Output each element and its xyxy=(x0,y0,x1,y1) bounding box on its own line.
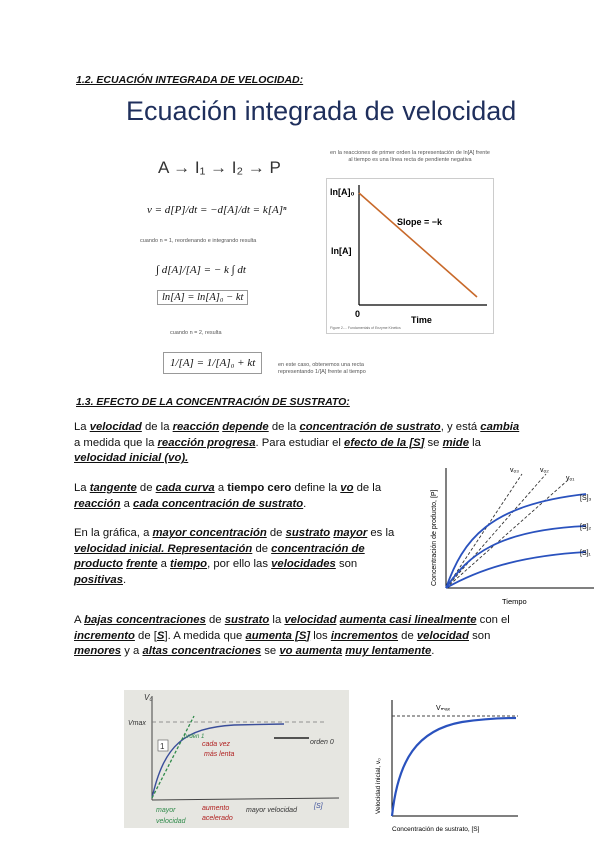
paragraph-3 xyxy=(74,526,404,588)
emphasis-term: frente xyxy=(126,558,158,571)
text-run: . xyxy=(303,497,307,510)
bold-term: tiempo cero xyxy=(227,482,292,494)
text-run: ]. A medida que xyxy=(164,629,246,642)
product-time-svg xyxy=(418,460,596,610)
text-run: de xyxy=(205,614,225,626)
text-run: de xyxy=(266,527,286,539)
text-run: A xyxy=(74,614,85,626)
hw-note-2: más lenta xyxy=(204,751,235,758)
ln-equation: ln[A] = ln[A]₀ − kt xyxy=(157,290,248,305)
section-heading-1: 1.2. ECUACIÓN INTEGRADA DE VELOCIDAD: xyxy=(76,74,304,86)
emphasis-term: reacción xyxy=(74,497,121,510)
section-heading-2: 1.3. EFECTO DE LA CONCENTRACIÓN DE SUSTRATO: xyxy=(76,396,350,408)
handwritten-svg xyxy=(124,690,349,828)
emphasis-term: velocidades xyxy=(271,558,336,571)
paragraph-2 xyxy=(74,481,404,512)
ln-plot-zero: 0 xyxy=(355,309,361,319)
emphasis-term: incremento xyxy=(74,629,135,642)
text-run: se xyxy=(424,436,443,449)
emphasis-term: vo xyxy=(340,482,354,494)
product-time-graph xyxy=(418,460,596,610)
hw-x-axis xyxy=(152,798,339,800)
text-run: de [ xyxy=(134,629,157,642)
emphasis-term: aumenta [S] xyxy=(245,629,311,642)
rate-equation: v = d[P]/dt = −d[A]/dt = k[A]ⁿ xyxy=(147,204,287,216)
hw-note-10: [S] xyxy=(314,803,323,810)
emphasis-term: altas concentraciones xyxy=(142,645,262,658)
text-run: La xyxy=(74,421,90,433)
text-run: se xyxy=(261,645,280,658)
pt-tangent-label-2: vₒ₂ xyxy=(540,467,549,474)
hw-note-1: cada vez xyxy=(202,741,231,748)
text-run: con el xyxy=(476,614,510,626)
emphasis-term: tangente xyxy=(89,482,137,494)
note-n1: cuando n = 1, reordenando e integrando resulta xyxy=(140,238,257,244)
note-n2: cuando n = 2, resulta xyxy=(170,330,222,336)
mm-svg xyxy=(362,690,524,840)
ln-plot-svg xyxy=(327,179,493,333)
hw-note-7: aumento xyxy=(202,805,230,812)
text-run: , por ello las xyxy=(207,558,272,571)
hw-note-6: velocidad xyxy=(156,818,186,825)
reaction-scheme: A → I₁ → I₂ → P xyxy=(158,158,281,177)
pt-curve-label-1: [S]₁ xyxy=(580,550,591,557)
mm-curve xyxy=(392,718,516,816)
second-order-equation: 1/[A] = 1/[A]₀ + kt xyxy=(163,352,262,374)
text-run: son xyxy=(335,558,358,571)
mm-x-label: Concentración de sustrato, [S] xyxy=(392,826,480,833)
emphasis-term: efecto de la [S] xyxy=(344,436,425,449)
hw-tag: 1 xyxy=(160,742,165,751)
hw-vmax: Vmax xyxy=(128,720,146,727)
emphasis-term: aumenta casi linealmente xyxy=(339,614,477,626)
ln-plot-y-mid: ln[A] xyxy=(331,246,352,256)
ln-plot-slope: Slope = −k xyxy=(397,217,443,227)
text-run: define la xyxy=(291,482,341,494)
text-run: y a xyxy=(121,645,143,658)
hw-green-tangent xyxy=(152,716,194,798)
text-run: es la xyxy=(367,527,395,539)
emphasis-term: concentración de sustrato xyxy=(299,421,441,433)
text-run: de la xyxy=(141,421,173,433)
emphasis-term: incrementos xyxy=(330,629,399,642)
pt-y-label: Concentración de producto, [P] xyxy=(431,489,438,586)
emphasis-term: reacción progresa xyxy=(157,436,256,449)
text-run: La xyxy=(74,482,90,494)
emphasis-term: vo aumenta xyxy=(279,645,343,658)
emphasis-term: cambia xyxy=(480,421,520,433)
pt-tangent-2 xyxy=(446,474,546,588)
emphasis-term: concentración de producto xyxy=(74,542,365,571)
emphasis-term: velocidad inicial. Representación xyxy=(74,542,253,555)
text-run: a medida que la xyxy=(74,436,158,449)
hw-note-4: orden 1 xyxy=(184,734,205,740)
hw-v0: V₀ xyxy=(144,693,153,702)
text-run: a xyxy=(157,558,171,571)
emphasis-term: S xyxy=(156,629,165,642)
second-order-note: en este caso, obtenemos una recta representando 1/[A] frente al tiempo xyxy=(278,362,366,375)
hw-note-3: orden 0 xyxy=(310,739,334,746)
emphasis-term: cada concentración de sustrato xyxy=(133,497,304,510)
emphasis-term: mayor xyxy=(333,527,368,539)
text-run: . xyxy=(431,645,435,658)
text-run: . Para estudiar el xyxy=(255,436,345,449)
emphasis-term: muy lentamente xyxy=(345,645,432,658)
hw-curve xyxy=(152,724,284,798)
text-run: de xyxy=(136,482,156,494)
emphasis-term: mayor concentración xyxy=(152,527,267,539)
handwritten-photo xyxy=(124,690,349,828)
paragraph-4 xyxy=(74,613,526,660)
text-run: , y está xyxy=(440,421,481,433)
ln-plot-x-label: Time xyxy=(411,315,432,325)
pt-curve-label-3: [S]₃ xyxy=(580,495,592,502)
hw-note-9: mayor velocidad xyxy=(246,807,297,814)
text-run: de xyxy=(398,629,417,642)
ln-plot-y-top: ln[A]₀ xyxy=(330,187,355,197)
emphasis-term: cada curva xyxy=(155,482,215,494)
text-run: la xyxy=(269,614,285,626)
text-run: la xyxy=(468,436,481,449)
first-order-note: en la reacciones de primer orden la representación de ln[A] frente al tiempo es una línea recta de pendiente negativa xyxy=(330,150,490,163)
hw-note-5: mayor xyxy=(156,807,176,814)
emphasis-term: menores xyxy=(74,645,122,658)
emphasis-term: positivas xyxy=(74,573,123,586)
text-run: . xyxy=(122,573,127,586)
mm-graph xyxy=(362,690,524,840)
ln-plot xyxy=(326,178,494,334)
integral-equation: ∫ d[A]/[A] = − k ∫ dt xyxy=(156,264,246,276)
text-run: de xyxy=(252,542,272,555)
text-run: a xyxy=(120,497,134,510)
emphasis-term: tiempo xyxy=(170,558,208,571)
text-run: a xyxy=(214,482,228,494)
emphasis-term: mide xyxy=(442,436,469,449)
emphasis-term: velocidad xyxy=(284,614,337,626)
text-run: de la xyxy=(353,482,382,494)
mm-vmax-label: Vₘₐₓ xyxy=(436,705,450,712)
emphasis-term: velocidad xyxy=(89,421,142,433)
pt-tangent-label-3: vₒ₃ xyxy=(510,467,519,474)
emphasis-term: sustrato xyxy=(285,527,331,539)
text-run: de la xyxy=(268,421,300,433)
text-run: En la gráfica, a xyxy=(74,527,153,539)
text-run: son xyxy=(469,629,491,642)
emphasis-term: depende xyxy=(222,421,269,433)
emphasis-term: reacción xyxy=(172,421,220,433)
slide-title: Ecuación integrada de velocidad xyxy=(126,96,517,126)
ln-plot-line xyxy=(359,193,477,297)
emphasis-term: velocidad xyxy=(416,629,469,642)
hw-note-8: acelerado xyxy=(202,815,233,822)
pt-x-label: Tiempo xyxy=(502,597,527,606)
ln-plot-caption: Figure 2-... Fundamentals of Enzyme Kinetics xyxy=(330,326,401,330)
mm-y-label: Velocidad inicial, v₀ xyxy=(375,758,382,814)
pt-tangent-label-1: vₒ₁ xyxy=(566,475,575,482)
text-run: los xyxy=(310,629,331,642)
emphasis-term: sustrato xyxy=(224,614,270,626)
emphasis-term: bajas concentraciones xyxy=(84,614,206,626)
pt-curve-label-2: [S]₂ xyxy=(580,524,592,531)
emphasis-term: velocidad inicial (vo). xyxy=(74,452,189,465)
